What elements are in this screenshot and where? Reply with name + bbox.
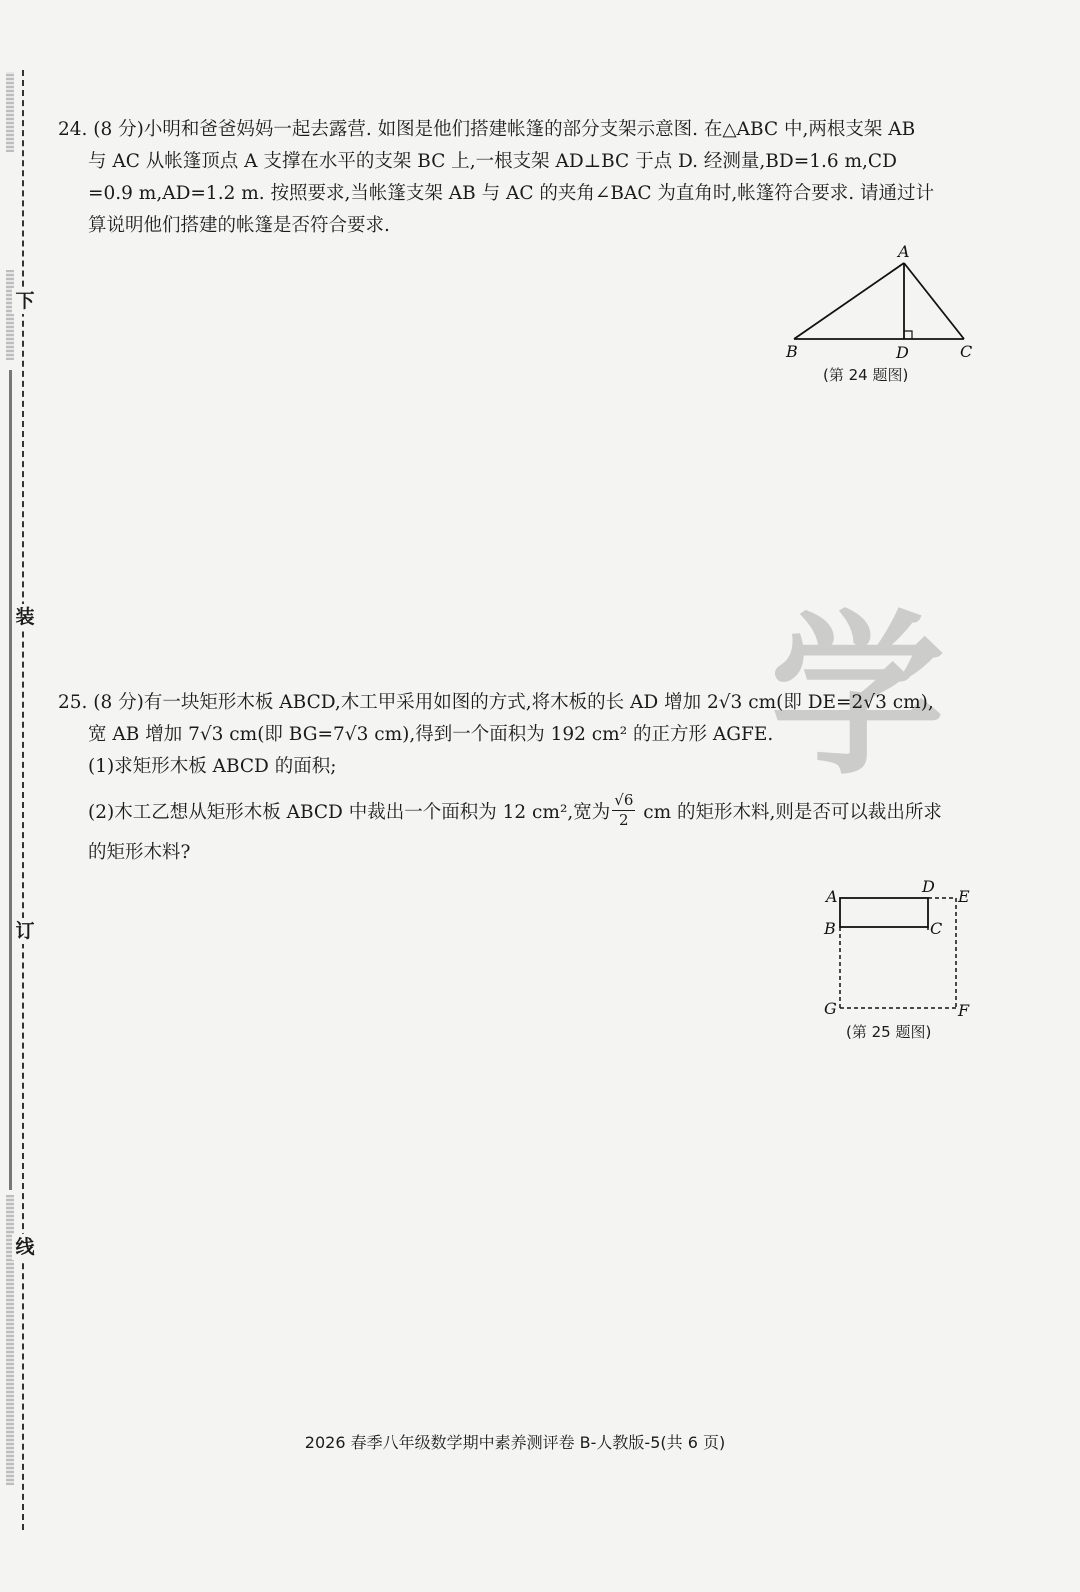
label-a: A [826, 887, 838, 906]
q25-caption: (第 25 题图) [846, 1023, 932, 1041]
q24-line-3: =0.9 m,AD=1.2 m. 按照要求,当帐篷支架 AB 与 AC 的夹角∠BAC 为直角时,帐篷符合要求. 请通过计 [88, 183, 935, 204]
label-e: E [958, 887, 970, 906]
question-24 [58, 114, 1058, 242]
right-angle-mark [904, 331, 912, 339]
margin-shade-top [6, 72, 14, 152]
q24-line-4: 算说明他们搭建的帐篷是否符合要求. [88, 215, 390, 236]
q24-caption: (第 24 题图) [823, 366, 909, 384]
page-footer: 2026 春季八年级数学期中素养测评卷 B-人教版-5(共 6 页) [304, 1433, 726, 1452]
q25-part-2-fraction [612, 790, 635, 829]
q25-line-1: 25. (8 分)有一块矩形木板 ABCD,木工甲采用如图的方式,将木板的长 AD 增加 2√3 cm(即 DE=2√3 cm), [58, 692, 934, 713]
label-d: D [896, 343, 909, 362]
q24-line-1: 24. (8 分)小明和爸爸妈妈一起去露营. 如图是他们搭建帐篷的部分支架示意图. 在△ABC 中,两根支架 AB [58, 119, 916, 140]
q25-part-2 [58, 790, 1058, 829]
margin-char-zhuang: 装 [12, 604, 38, 630]
margin-char-xia: 下 [12, 288, 38, 314]
rectangle-abcd [840, 898, 928, 927]
segment-ab [794, 263, 904, 339]
label-b: B [824, 919, 836, 938]
label-f: F [958, 1001, 970, 1020]
rectangle-square-diagram [820, 877, 980, 1020]
watermark-xue: 学 [770, 596, 945, 799]
q25-figure [820, 877, 980, 1024]
margin-char-xian: 线 [12, 1234, 38, 1260]
q24-line-2: 与 AC 从帐篷顶点 A 支撑在水平的支架 BC 上,一根支架 AD⊥BC 于点 D. 经测量,BD=1.6 m,CD [88, 151, 897, 172]
label-c: C [960, 342, 973, 361]
label-c: C [930, 919, 943, 938]
q25-part-1: (1)求矩形木板 ABCD 的面积; [88, 756, 337, 777]
margin-rule [9, 370, 12, 1190]
fraction-denominator: 2 [619, 810, 629, 829]
label-g: G [824, 999, 837, 1018]
label-d: D [922, 877, 935, 896]
margin-shade-upper [6, 270, 14, 360]
q25-part-2-pre: (2)木工乙想从矩形木板 ABCD 中裁出一个面积为 12 cm²,宽为 [88, 802, 611, 823]
triangle-abc-diagram [780, 242, 980, 365]
question-25 [58, 687, 1058, 869]
margin-char-ding: 订 [12, 918, 38, 944]
label-a: A [898, 242, 910, 261]
q25-part-2-post: cm 的矩形木料,则是否可以裁出所求 [637, 802, 942, 823]
q24-figure [780, 242, 980, 369]
label-b: B [786, 342, 798, 361]
q25-line-2: 宽 AB 增加 7√3 cm(即 BG=7√3 cm),得到一个面积为 192 cm² 的正方形 AGFE. [88, 724, 774, 745]
fraction-numerator: √6 [614, 790, 634, 809]
segment-ac [904, 263, 964, 339]
q25-part-2-line-2: 的矩形木料? [88, 842, 191, 863]
